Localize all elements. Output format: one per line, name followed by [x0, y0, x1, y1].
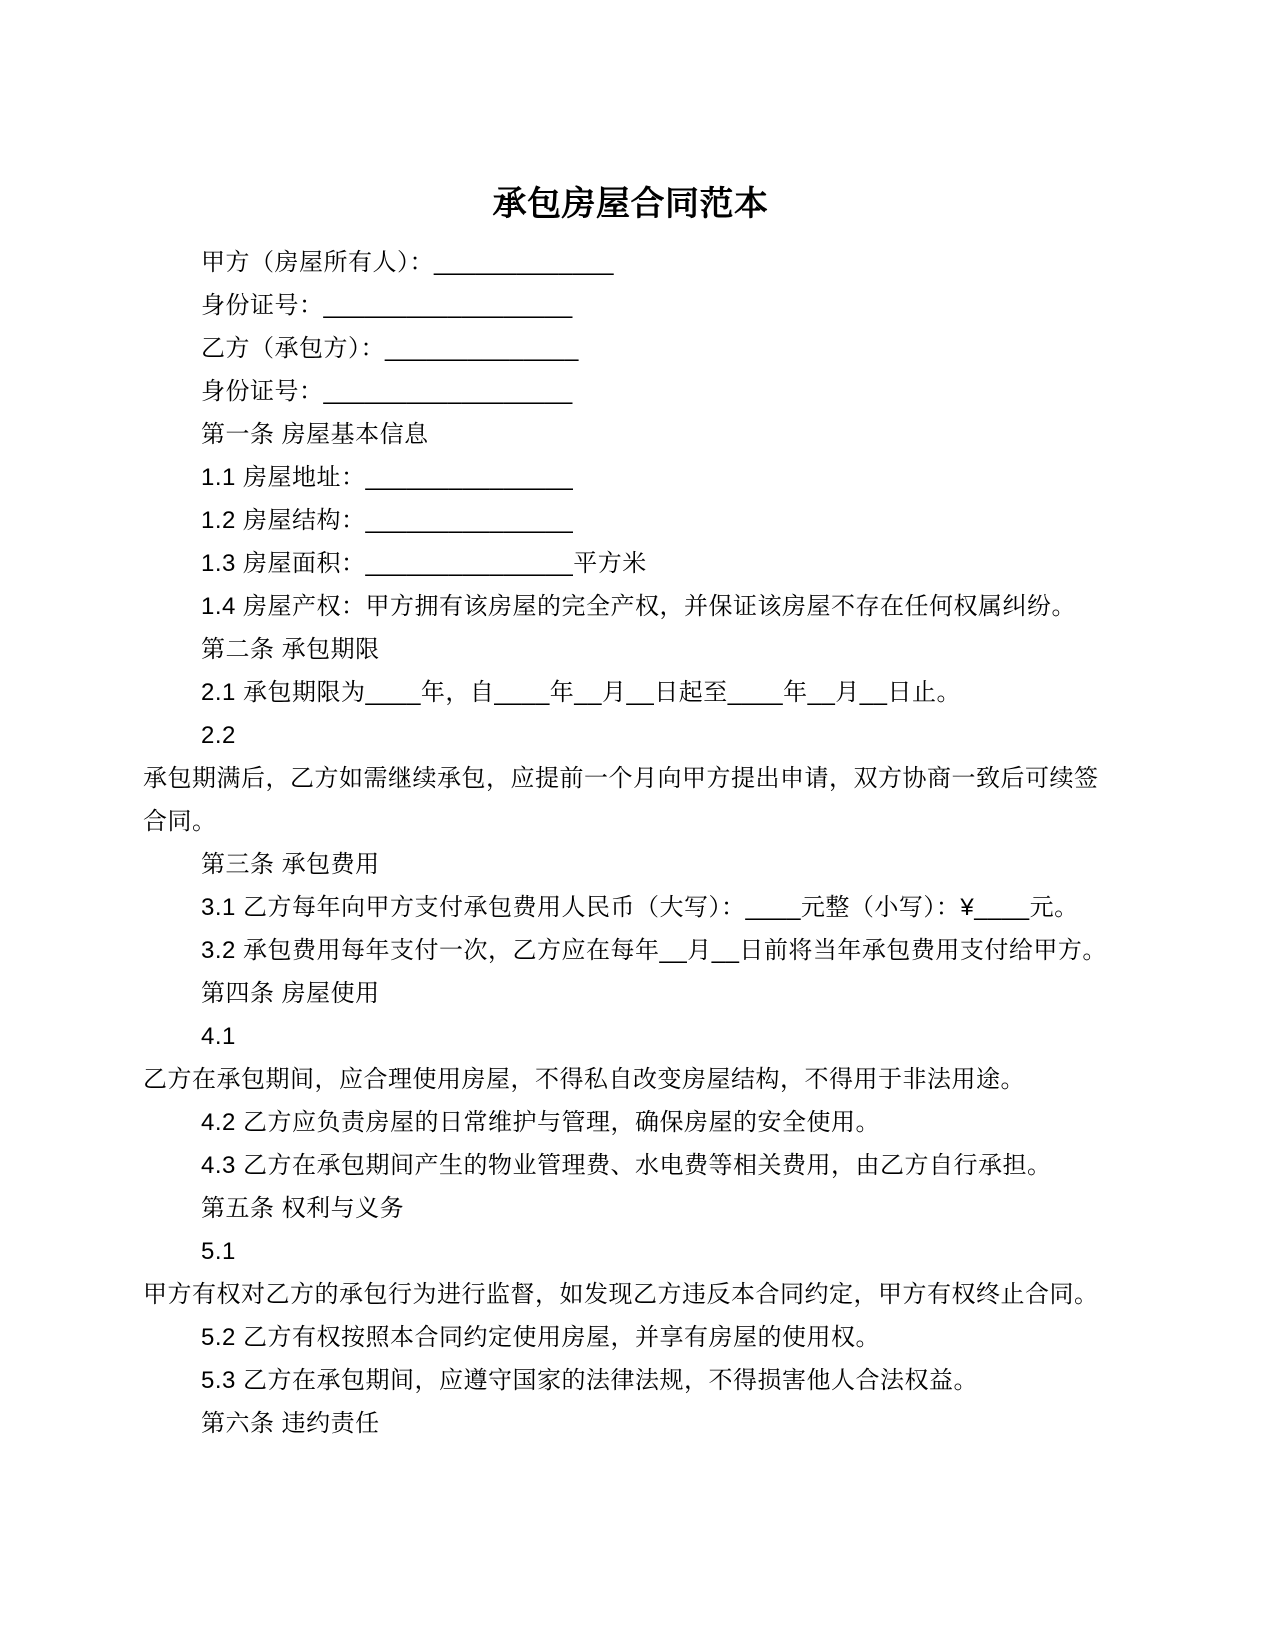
- section-5-heading: 第五条 权利与义务: [201, 1195, 405, 1222]
- clause-4-1-continuation: 乙方在承包期间，应合理使用房屋，不得私自改变房屋结构，不得用于非法用途。: [143, 1066, 1025, 1093]
- party-b-id-line: 身份证号：__________________: [201, 378, 573, 405]
- clause-4-3: 4.3 乙方在承包期间产生的物业管理费、水电费等相关费用，由乙方自行承担。: [201, 1152, 1052, 1179]
- clause-1-4: 1.4 房屋产权：甲方拥有该房屋的完全产权，并保证该房屋不存在任何权属纠纷。: [201, 593, 1077, 620]
- section-4-heading: 第四条 房屋使用: [201, 980, 380, 1007]
- clause-4-1: 4.1: [201, 1023, 236, 1050]
- party-b-line: 乙方（承包方）：______________: [201, 335, 579, 362]
- clause-2-1: 2.1 承包期限为____年，自____年__月__日起至____年__月__日止。: [201, 679, 961, 706]
- clause-1-3: 1.3 房屋面积：_______________平方米: [201, 550, 647, 577]
- clause-2-2-continuation: 承包期满后，乙方如需继续承包，应提前一个月向甲方提出申请，双方协商一致后可续签合同。: [143, 765, 1099, 835]
- clause-1-2: 1.2 房屋结构：_______________: [201, 507, 574, 534]
- document-title: 承包房屋合同范本: [492, 185, 769, 223]
- section-3-heading: 第三条 承包费用: [201, 851, 380, 878]
- party-a-line: 甲方（房屋所有人）：_____________: [201, 249, 615, 276]
- section-2-heading: 第二条 承包期限: [201, 636, 380, 663]
- clause-1-1: 1.1 房屋地址：_______________: [201, 464, 574, 491]
- clause-3-2: 3.2 承包费用每年支付一次，乙方应在每年__月__日前将当年承包费用支付给甲方。: [201, 937, 1107, 964]
- clause-3-1: 3.1 乙方每年向甲方支付承包费用人民币（大写）：____元整（小写）：¥____元。: [201, 894, 1079, 921]
- section-6-heading: 第六条 违约责任: [201, 1410, 380, 1437]
- clause-5-3: 5.3 乙方在承包期间，应遵守国家的法律法规，不得损害他人合法权益。: [201, 1367, 979, 1394]
- party-a-id-line: 身份证号：__________________: [201, 292, 573, 319]
- clause-2-2: 2.2: [201, 722, 236, 749]
- clause-4-2: 4.2 乙方应负责房屋的日常维护与管理，确保房屋的安全使用。: [201, 1109, 881, 1136]
- section-1-heading: 第一条 房屋基本信息: [201, 421, 429, 448]
- clause-5-1-continuation: 甲方有权对乙方的承包行为进行监督，如发现乙方违反本合同约定，甲方有权终止合同。: [143, 1281, 1099, 1308]
- clause-5-2: 5.2 乙方有权按照本合同约定使用房屋，并享有房屋的使用权。: [201, 1324, 881, 1351]
- clause-5-1: 5.1: [201, 1238, 236, 1265]
